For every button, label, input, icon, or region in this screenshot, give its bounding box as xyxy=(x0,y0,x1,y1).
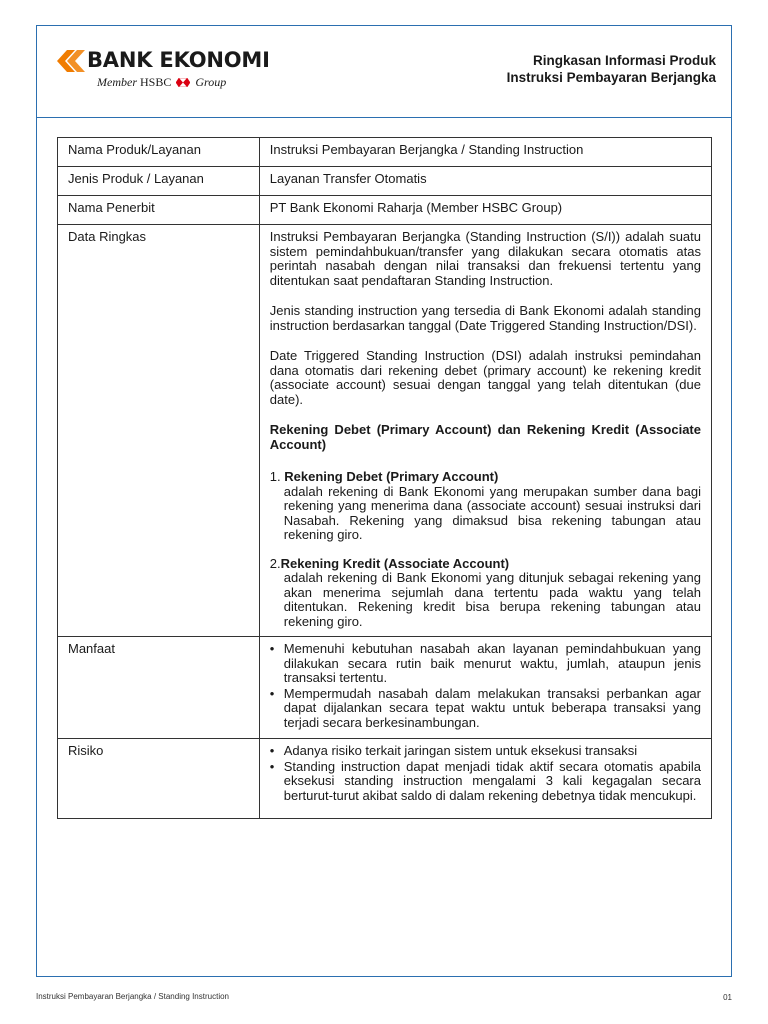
list-item-number: 2. xyxy=(269,555,281,571)
table-row xyxy=(58,637,712,739)
list-item-title xyxy=(270,557,701,572)
row-value-nama-produk: Instruksi Pembayaran Berjangka / Standing Instruction xyxy=(259,138,711,167)
logo-hsbc: HSBC xyxy=(139,75,172,89)
row-value-jenis-produk: Layanan Transfer Otomatis xyxy=(259,167,711,196)
row-value-data-ringkas xyxy=(259,225,711,637)
footer-document-name: Instruksi Pembayaran Berjangka / Standing Instruction xyxy=(36,992,229,1001)
table-row xyxy=(58,196,712,225)
page-number: 01 xyxy=(723,993,732,1002)
list-item xyxy=(270,470,701,543)
header-divider xyxy=(36,117,732,118)
table-row xyxy=(58,167,712,196)
logo-subtitle xyxy=(97,75,226,90)
list-item-title-text: Rekening Kredit (Associate Account) xyxy=(280,555,510,571)
row-value-risiko xyxy=(259,739,711,819)
row-label-nama-penerbit: Nama Penerbit xyxy=(58,196,260,225)
product-info-table xyxy=(57,137,712,819)
row-label-jenis-produk: Jenis Produk / Layanan xyxy=(58,167,260,196)
list-item xyxy=(270,557,701,630)
summary-subheading: Rekening Debet (Primary Account) dan Rekening Kredit (Associate Account) xyxy=(269,422,701,452)
logo-group: Group xyxy=(195,75,227,89)
list-item-title xyxy=(270,470,701,485)
list-item-title-text: Rekening Debet (Primary Account) xyxy=(284,469,499,484)
row-label-risiko: Risiko xyxy=(58,739,260,819)
row-label-data-ringkas: Data Ringkas xyxy=(58,225,260,637)
logo-name: BANK EKONOMI xyxy=(87,48,270,72)
row-label-manfaat: Manfaat xyxy=(58,637,260,739)
list-item: • Memenuhi kebutuhan nasabah akan layanan pemindahbukuan yang dilakukan secara rutin baik menurut waktu, jumlah, ataupun jenis transaksi tertentu. xyxy=(270,642,701,686)
table-row xyxy=(58,138,712,167)
list-item: • Adanya risiko terkait jaringan sistem untuk eksekusi transaksi xyxy=(270,744,701,759)
benefit-list xyxy=(270,642,701,730)
list-item: • Mempermudah nasabah dalam melakukan transaksi perbankan agar dapat dijalankan secara tepat waktu untuk beberapa transaksi yang terjadi secara berkesinambungan. xyxy=(270,687,701,731)
table-row xyxy=(58,739,712,819)
list-item-body: adalah rekening di Bank Ekonomi yang merupakan sumber dana bagi rekening yang menerima dana (associate account) sesuai instruksi dari Nasabah. Rekening yang dimaksud bisa rekening tabungan atau rekening giro. xyxy=(283,483,701,542)
risk-list xyxy=(270,744,701,803)
hsbc-hexagon-icon xyxy=(176,78,190,87)
document-title xyxy=(507,52,716,86)
list-item-body: adalah rekening di Bank Ekonomi yang ditunjuk sebagai rekening yang akan menerima sejumlah dana tertentu pada waktu yang telah ditentukan. Rekening kredit bisa berupa rekening tabungan atau rekening giro. xyxy=(283,570,701,629)
list-item-number: 1. xyxy=(269,469,281,484)
table-row xyxy=(58,225,712,637)
logo-member: Member xyxy=(97,75,137,89)
summary-paragraph-1: Instruksi Pembayaran Berjangka (Standing Instruction (S/I)) adalah suatu sistem pemindahbukuan/transfer yang dilakukan secara otomatis atas perintah nasabah dengan nilai transaksi dan frekuensi tertentu yang ditentukan saat pendaftaran Standing Instruction. xyxy=(269,229,701,288)
row-value-manfaat xyxy=(259,637,711,739)
title-line-1: Ringkasan Informasi Produk xyxy=(532,53,716,68)
row-label-nama-produk: Nama Produk/Layanan xyxy=(58,138,260,167)
bank-logo xyxy=(57,48,287,92)
bank-ekonomi-logo-icon xyxy=(57,50,87,72)
row-value-nama-penerbit: PT Bank Ekonomi Raharja (Member HSBC Group) xyxy=(259,196,711,225)
title-line-2: Instruksi Pembayaran Berjangka xyxy=(506,70,716,85)
list-item: • Standing instruction dapat menjadi tidak aktif secara otomatis apabila eksekusi standing instruction mengalami 3 kali kegagalan secara berturut-turut akibat saldo di dalam rekening debetnya tidak mencukupi. xyxy=(270,760,701,804)
summary-paragraph-2: Jenis standing instruction yang tersedia di Bank Ekonomi adalah standing instruction berdasarkan tanggal (Date Triggered Standing Instruction/DSI). xyxy=(269,303,701,333)
summary-paragraph-3: Date Triggered Standing Instruction (DSI) adalah instruksi pemindahan dana otomatis dari rekening debet (primary account) ke rekening kredit (associate account) sesuai dengan tanggal yang telah ditentukan (due date). xyxy=(269,348,701,407)
